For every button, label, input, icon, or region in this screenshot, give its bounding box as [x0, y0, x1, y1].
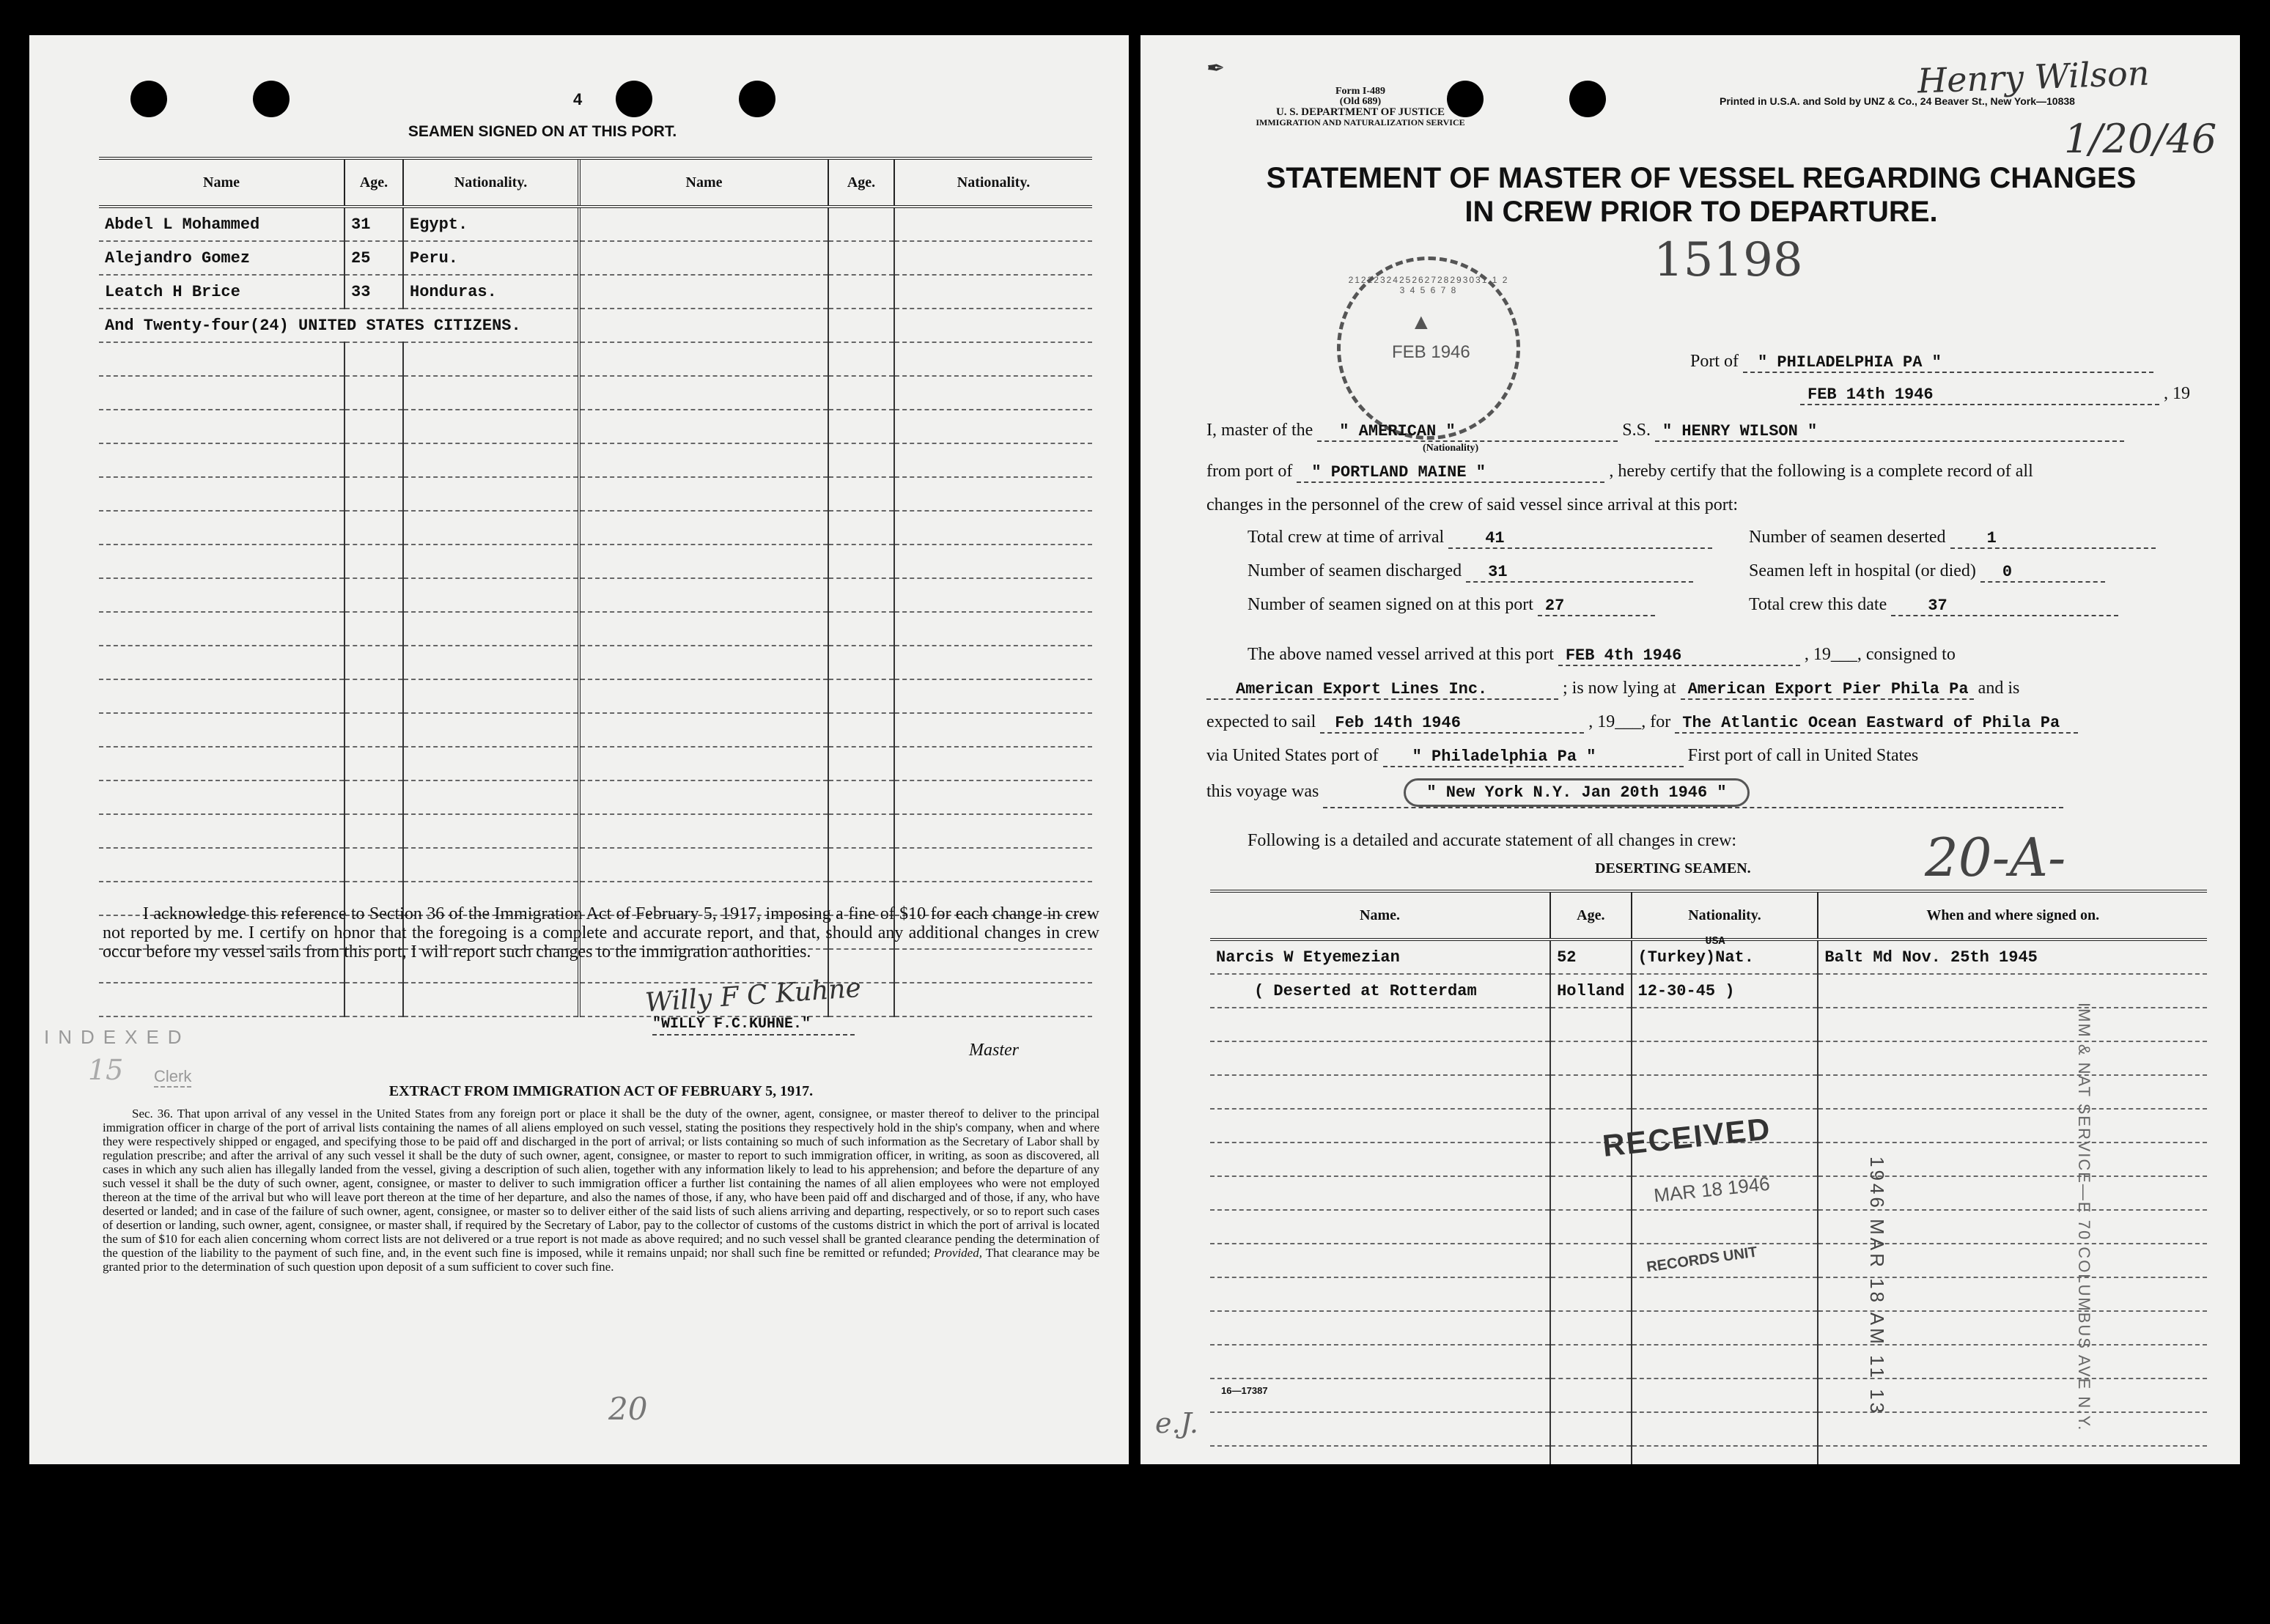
- deserting-seamen-table: [1210, 890, 2207, 1464]
- nationality-caption: (Nationality): [1423, 443, 1479, 454]
- deserter-note: 12-30-45 ): [1632, 974, 1818, 1008]
- deserter-nationality: [1632, 935, 1818, 974]
- nationality-value: " AMERICAN ": [1317, 422, 1618, 442]
- date-value: FEB 14th 1946: [1800, 385, 2159, 405]
- punch-hole: [616, 81, 652, 117]
- footer-code: 16—17387: [1221, 1385, 1268, 1396]
- section-title: SEAMEN SIGNED ON AT THIS PORT.: [408, 123, 677, 140]
- right-page: [1140, 35, 2240, 1464]
- via-label: via United States port of: [1206, 746, 1379, 765]
- service: IMMIGRATION AND NATURALIZATION SERVICE: [1256, 117, 1465, 128]
- extract-section: Sec. 36.: [132, 1107, 174, 1121]
- master-label: Master: [969, 1041, 1019, 1060]
- round-stamp-date: FEB 1946: [1392, 342, 1470, 362]
- arrived-row: [1248, 645, 1956, 666]
- table-header-row: [99, 158, 1092, 207]
- form-title-line2: IN CREW PRIOR TO DEPARTURE.: [1464, 196, 1938, 228]
- column-header: Age.: [828, 158, 894, 207]
- from-port-label: from port of: [1206, 462, 1293, 481]
- stat-label: Number of seamen discharged: [1248, 561, 1462, 580]
- stat-value: 31: [1466, 563, 1693, 583]
- lying-label: ; is now lying at: [1563, 679, 1676, 698]
- extract-provided: Provided,: [934, 1246, 982, 1260]
- punch-hole: [739, 81, 775, 117]
- stat-hospital: [1749, 561, 2105, 583]
- following-text: Following is a detailed and accurate statement of all changes in crew:: [1248, 831, 1737, 850]
- form-header: [1214, 86, 1507, 128]
- year-suffix: , 19: [2164, 384, 2190, 403]
- crew-name: Alejandro Gomez: [99, 241, 344, 275]
- stat-total-date: [1749, 595, 2118, 616]
- column-header: Nationality.: [1632, 891, 1818, 940]
- extract-title: EXTRACT FROM IMMIGRATION ACT OF FEBRUARY 5, 1917.: [388, 1083, 814, 1099]
- column-header: Name: [99, 158, 344, 207]
- for-value: The Atlantic Ocean Eastward of Phila Pa: [1675, 714, 2078, 734]
- acknowledgement-text: I acknowledge this reference to Section 36 of the Immigration Act of February 5, 1917, imposing a fine of $10 for each change in crew not reported by me. I certify on honor that the foregoing is a complete and accurate report, and that, should any additional changes in crew occur before my vessel sails from this port, I will report such changes to the immigration authorities.: [103, 904, 1099, 962]
- form-number: Form I-489: [1335, 86, 1386, 97]
- punch-hole: [130, 81, 167, 117]
- stat-discharged: [1248, 561, 1693, 583]
- expected-value: Feb 14th 1946: [1320, 714, 1584, 734]
- stat-label: Number of seamen deserted: [1749, 528, 1946, 547]
- ss-label: S.S.: [1622, 421, 1651, 440]
- table-row: [99, 275, 1092, 309]
- deserter-name: Narcis W Etyemezian: [1210, 940, 1550, 974]
- stat-label: Total crew this date: [1749, 595, 1887, 614]
- stat-signed-on: [1248, 595, 1655, 616]
- nationality-overwrite: USA: [1705, 935, 1725, 948]
- column-header: Name: [579, 158, 828, 207]
- ink-mark: ✒: [1206, 56, 1226, 81]
- table-row: [99, 309, 1092, 342]
- voyage-label: this voyage was: [1206, 782, 1319, 801]
- via-value: " Philadelphia Pa ": [1383, 748, 1684, 767]
- received-department: RECORDS UNIT: [1646, 1244, 1758, 1276]
- column-header: Name.: [1210, 891, 1550, 940]
- received-date: MAR 18 1946: [1652, 1172, 1772, 1207]
- changes-text: changes in the personnel of the crew of said vessel since arrival at this port:: [1206, 495, 1739, 514]
- first-port-label: First port of call in United States: [1687, 746, 1919, 765]
- date-row: [1800, 384, 2190, 405]
- crew-name: Leatch H Brice: [99, 275, 344, 309]
- deserter-signed-on: Balt Md Nov. 25th 1945: [1818, 940, 2207, 974]
- certify-text: , hereby certify that the following is a complete record of all: [1609, 462, 2033, 481]
- lying-value: American Export Pier Phila Pa: [1681, 680, 1974, 700]
- from-port-row: [1206, 462, 2033, 483]
- stat-value: 41: [1448, 529, 1712, 549]
- deserter-note: Holland: [1550, 974, 1631, 1008]
- punch-hole: [253, 81, 290, 117]
- form-title: [1206, 161, 2196, 229]
- consignee-value: American Export Lines Inc.: [1206, 680, 1558, 700]
- received-round-stamp: [1337, 256, 1520, 440]
- handwritten-code: 20-A-: [1925, 827, 2066, 888]
- port-of-value: " PHILADELPHIA PA ": [1743, 353, 2153, 373]
- file-number: 15198: [1654, 233, 1803, 287]
- extract-body: [103, 1107, 1099, 1274]
- consigned-label: , 19___, consigned to: [1804, 645, 1956, 664]
- deserter-note: ( Deserted at Rotterdam: [1210, 974, 1550, 1008]
- punch-hole: [1569, 81, 1606, 117]
- signed-on-table: [99, 157, 1092, 1017]
- stat-value: 37: [1891, 597, 2118, 616]
- master-of-row: [1206, 421, 2124, 442]
- stat-value: 1: [1950, 529, 2156, 549]
- and-is-label: and is: [1978, 679, 2020, 698]
- consignee-row: [1206, 679, 2019, 700]
- vertical-office-stamp: IMM & NAT SERVICE—E 70 COLUMBUS AVE N.Y.: [2075, 1003, 2093, 1432]
- margin-mark: e.J.: [1155, 1407, 1198, 1439]
- from-port-value: " PORTLAND MAINE ": [1297, 463, 1604, 483]
- voyage-row: [1206, 778, 2063, 808]
- extract-tail: That clearance may be granted prior to the determination of such question upon deposit of a sum sufficient to cover such fine.: [103, 1246, 1099, 1274]
- table-row: [99, 241, 1092, 275]
- crew-age: 33: [344, 275, 403, 309]
- table-row: [1210, 974, 2207, 1008]
- stat-value: 0: [1980, 563, 2105, 583]
- column-header: When and where signed on.: [1818, 891, 2207, 940]
- page-mark: 20: [608, 1391, 648, 1427]
- column-header: Age.: [1550, 891, 1631, 940]
- crew-summary: And Twenty-four(24) UNITED STATES CITIZENS.: [99, 309, 579, 342]
- crew-name: Abdel L Mohammed: [99, 207, 344, 241]
- left-page: [29, 35, 1129, 1464]
- crew-age: 25: [344, 241, 403, 275]
- stat-deserted: [1749, 528, 2156, 549]
- handwritten-date: 1/20/46: [2064, 116, 2217, 162]
- port-of-row: [1690, 352, 2153, 373]
- stat-label: Number of seamen signed on at this port: [1248, 595, 1533, 614]
- printer-note: Printed in U.S.A. and Sold by UNZ & Co., 24 Beaver St., New York—10838: [1720, 95, 2075, 107]
- deserter-age: 52: [1550, 940, 1631, 974]
- indexed-stamp: INDEXED: [44, 1026, 191, 1048]
- stamp-arrow-icon: ▲: [1410, 310, 1432, 334]
- stat-value: 27: [1538, 597, 1655, 616]
- arrived-label: The above named vessel arrived at this port: [1248, 645, 1554, 664]
- deserter-nationality-text: (Turkey)Nat.: [1637, 948, 1754, 967]
- ship-name-value: " HENRY WILSON ": [1655, 422, 2124, 442]
- department: U. S. DEPARTMENT OF JUSTICE: [1275, 106, 1445, 118]
- expected-row: [1206, 712, 2078, 734]
- master-of-label: I, master of the: [1206, 421, 1313, 440]
- crew-age: 31: [344, 207, 403, 241]
- stat-label: Seamen left in hospital (or died): [1749, 561, 1976, 580]
- stat-total-arrival: [1248, 528, 1712, 549]
- for-label: , 19___, for: [1588, 712, 1671, 731]
- column-header: Nationality.: [403, 158, 579, 207]
- master-signature: Willy F C Kuhne: [644, 972, 863, 1019]
- deserting-title: DESERTING SEAMEN.: [1595, 860, 1751, 876]
- arrived-value: FEB 4th 1946: [1558, 646, 1800, 666]
- clerk-label: Clerk: [154, 1067, 191, 1088]
- typed-signature: "WILLY F.C.KUHNE.": [652, 1016, 855, 1036]
- column-header: Nationality.: [894, 158, 1092, 207]
- via-row: [1206, 746, 1918, 767]
- crew-nationality: Peru.: [403, 241, 579, 275]
- form-title-line1: STATEMENT OF MASTER OF VESSEL REGARDING CHANGES: [1266, 162, 2137, 194]
- port-of-label: Port of: [1690, 352, 1739, 371]
- extract-text: That upon arrival of any vessel in the United States from any foreign port or place it shall be the duty of the owner, agent, consignee, or master thereof to deliver to the principal immigration officer in charge of the port of arrival lists containing the names of all aliens employed on such vessel, stating the positions they respectively hold in the ship's company, when and where they were respectively shipped or engaged, and specifying those to be paid off and discharged in the port of arrival; or lists containing so much of such information as the Secretary of Labor shall by regulation prescribe; and after the arrival of any such vessel it shall be the duty of such owner, agent, consignee, or master to report to such immigration officer, in writing, as soon as discovered, all cases in which any such alien has illegally landed from the vessel, giving a description of such alien, together with any information likely to lead to his apprehension; and before the departure of any such vessel it shall be the duty of such owner, agent, consignee, or master to deliver to such immigration officer a further list containing the names of all alien employees who were not employed thereon at the time of the arrival but who will leave port thereon at the time of her departure, and also the names of those, if any, who have been paid off and discharged and of those, if any, who have deserted or landed; and in case of the failure of such owner, agent, consignee, or master so to deliver either of the said lists of such aliens arriving and departing, respectively, or so to report such cases of desertion or landing, such owner, agent, consignee, or master shall, if required by the Secretary of Labor, pay to the collector of customs of the customs district in which the port of arrival is located the sum of $10 for each alien concerning whom correct lists are not delivered or a true report is not made as above required; and no such vessel shall be granted clearance pending the determination of the question of the liability to the payment of such fine, and, in the event such fine is imposed, while it remains unpaid; nor shall such fine be remitted or refunded;: [103, 1107, 1099, 1260]
- index-mark: 15: [88, 1054, 124, 1086]
- table-header-row: [1210, 891, 2207, 940]
- round-stamp-digits: 2122232425262728293031 1 2 3 4 5 6 7 8: [1348, 275, 1509, 295]
- crew-nationality: Egypt.: [403, 207, 579, 241]
- voyage-field: [1323, 778, 2063, 808]
- voyage-value: " New York N.Y. Jan 20th 1946 ": [1404, 778, 1749, 807]
- column-header: Age.: [344, 158, 403, 207]
- table-row: [99, 207, 1092, 241]
- received-stamp: RECEIVED: [1601, 1111, 1773, 1163]
- stat-label: Total crew at time of arrival: [1248, 528, 1445, 547]
- page-number: 4: [573, 90, 583, 108]
- handwritten-ship-name: Henry Wilson: [1917, 53, 2151, 101]
- form-old: (Old 689): [1339, 96, 1382, 107]
- expected-label: expected to sail: [1206, 712, 1316, 731]
- table-row: [1210, 940, 2207, 974]
- crew-nationality: Honduras.: [403, 275, 579, 309]
- vertical-time-stamp: 1946 MAR 18 AM 11 13: [1866, 1156, 1888, 1417]
